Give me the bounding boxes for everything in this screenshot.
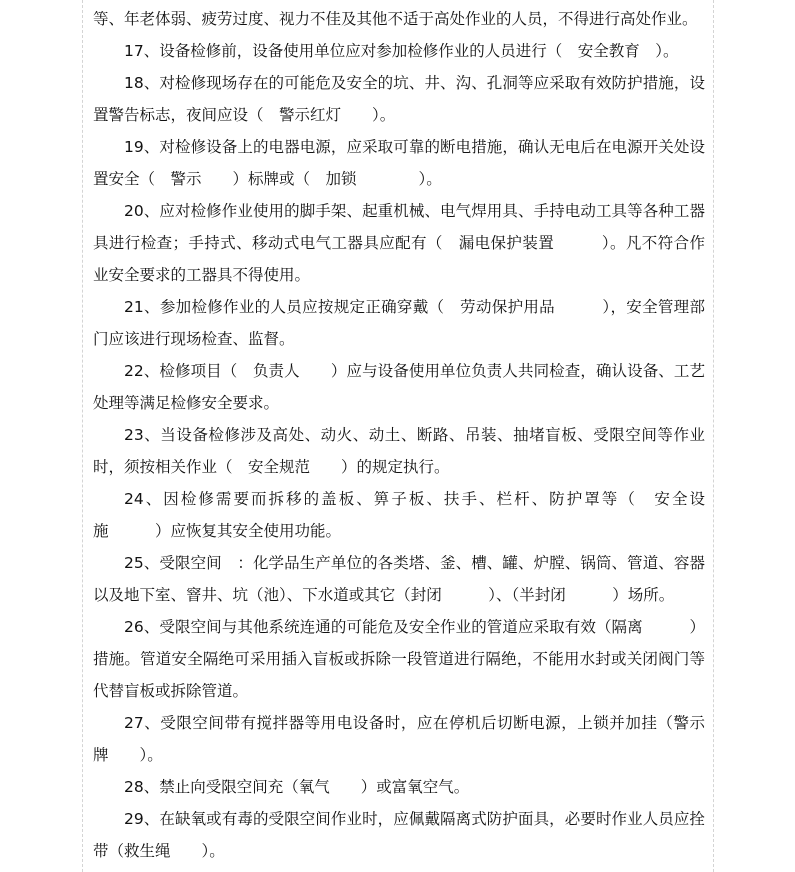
paragraph-27: 27、受限空间带有搅拌器等用电设备时，应在停机后切断电源，上锁并加挂（警示牌 ）。 xyxy=(93,714,705,764)
paragraph-23: 23、当设备检修涉及高处、动火、动土、断路、吊装、抽堵盲板、受限空间等作业时，须按相关作业（ 安全规范 ）的规定执行。 xyxy=(93,426,705,476)
paragraph-21: 21、参加检修作业的人员应按规定正确穿戴（ 劳动保护用品 ），安全管理部门应该进行现场检查、监督。 xyxy=(93,298,705,348)
right-margin-guide xyxy=(713,0,715,872)
paragraph-26: 26、受限空间与其他系统连通的可能危及安全作业的管道应采取有效（隔离 ）措施。管道安全隔绝可采用插入盲板或拆除一段管道进行隔绝，不能用水封或关闭阀门等代替盲板或拆除管道。 xyxy=(93,618,705,700)
left-margin-guide xyxy=(82,0,84,872)
document-body xyxy=(93,3,705,867)
paragraph-19: 19、对检修设备上的电器电源，应采取可靠的断电措施，确认无电后在电源开关处设置安全（ 警示 ）标牌或（ 加锁 ）。 xyxy=(93,138,705,188)
paragraph-22: 22、检修项目（ 负责人 ）应与设备使用单位负责人共同检查，确认设备、工艺处理等满足检修安全要求。 xyxy=(93,362,705,412)
paragraph-18: 18、对检修现场存在的可能危及安全的坑、井、沟、孔洞等应采取有效防护措施，设置警告标志，夜间应设（ 警示红灯 ）。 xyxy=(93,74,705,124)
paragraph-28: 28、禁止向受限空间充（氧气 ）或富氧空气。 xyxy=(124,778,470,796)
paragraph-20: 20、应对检修作业使用的脚手架、起重机械、电气焊用具、手持电动工具等各种工器具进行检查；手持式、移动式电气工器具应配有（ 漏电保护装置 ）。凡不符合作业安全要求的工器具不得使用。 xyxy=(93,202,705,284)
paragraph-17: 17、设备检修前，设备使用单位应对参加检修作业的人员进行（ 安全教育 ）。 xyxy=(124,42,679,60)
paragraph-25: 25、受限空间 ：化学品生产单位的各类塔、釜、槽、罐、炉膛、锅筒、管道、容器以及地下室、窨井、坑（池）、下水道或其它（封闭 ）、（半封闭 ）场所。 xyxy=(93,554,705,604)
paragraph-16-continuation: 等、年老体弱、疲劳过度、视力不佳及其他不适于高处作业的人员，不得进行高处作业。 xyxy=(93,10,698,28)
paragraph-29: 29、在缺氧或有毒的受限空间作业时，应佩戴隔离式防护面具，必要时作业人员应拴带（救生绳 ）。 xyxy=(93,810,705,860)
paragraph-24: 24、因检修需要而拆移的盖板、箅子板、扶手、栏杆、防护罩等（ 安全设施 ）应恢复其安全使用功能。 xyxy=(93,490,705,540)
